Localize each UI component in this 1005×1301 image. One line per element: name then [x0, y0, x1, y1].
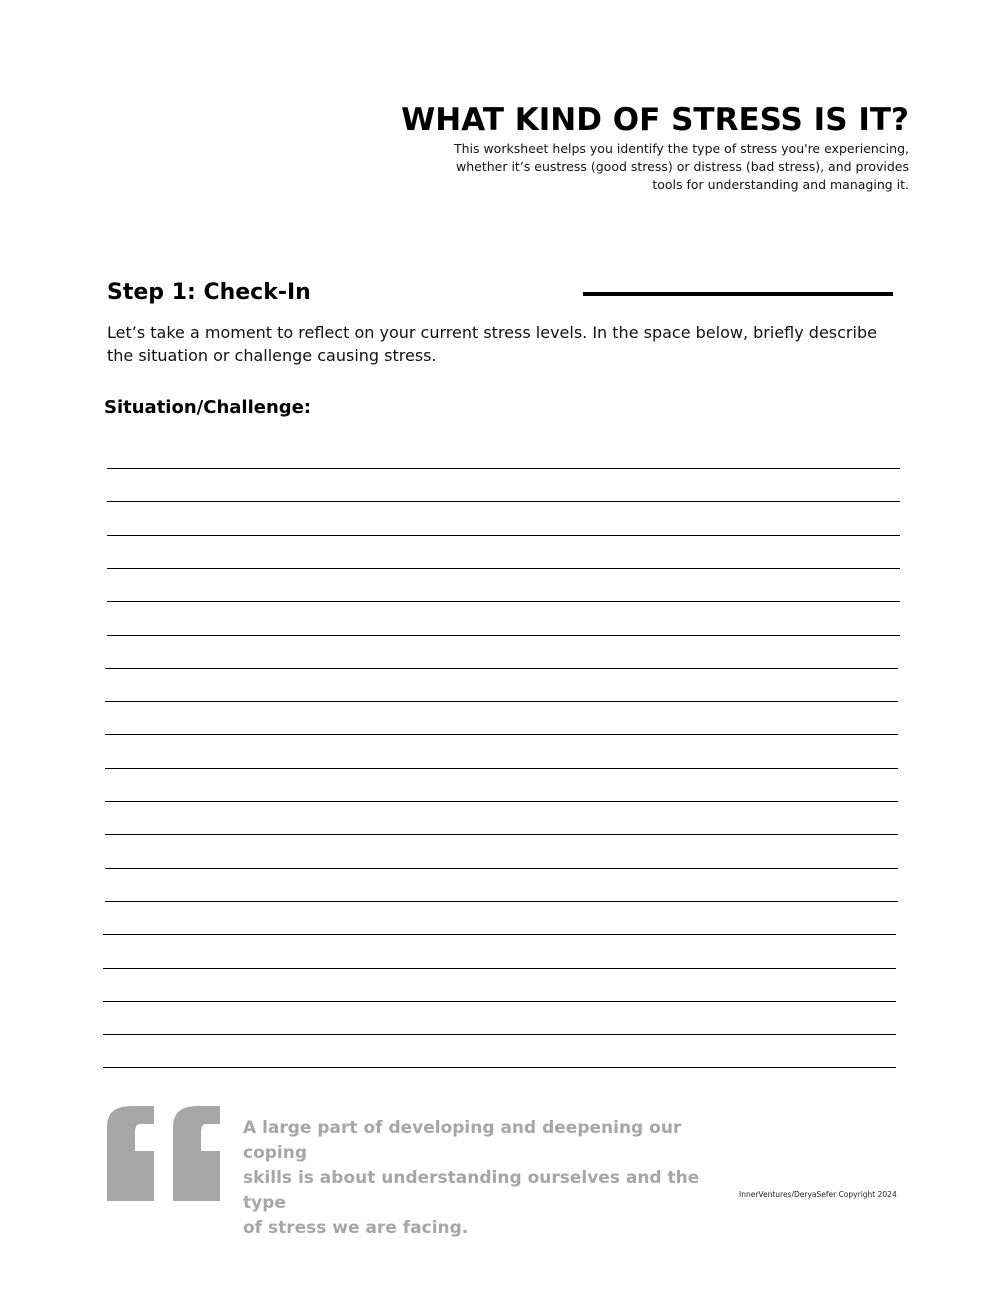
writing-line[interactable]	[107, 501, 900, 502]
writing-line[interactable]	[107, 535, 900, 536]
worksheet-subtitle	[389, 140, 909, 194]
writing-line[interactable]	[107, 568, 900, 569]
writing-line[interactable]	[105, 901, 898, 902]
description-line: the situation or challenge causing stress.	[107, 346, 437, 365]
writing-line[interactable]	[105, 701, 898, 702]
writing-line[interactable]	[103, 934, 896, 935]
copyright-text: InnerVentures/DeryaSefer Copyright 2024	[739, 1190, 897, 1199]
quote-mark-icon	[104, 1104, 224, 1207]
writing-line[interactable]	[105, 668, 898, 669]
writing-line[interactable]	[105, 868, 898, 869]
writing-line[interactable]	[105, 834, 898, 835]
writing-line[interactable]	[105, 801, 898, 802]
writing-line[interactable]	[103, 1067, 896, 1068]
step-title: Step 1: Check-In	[107, 280, 311, 305]
worksheet-header	[389, 100, 909, 194]
quote-line: A large part of developing and deepening our coping	[243, 1118, 682, 1163]
quote-line: of stress we are facing.	[243, 1218, 469, 1238]
subtitle-line: tools for understanding and managing it.	[652, 177, 909, 192]
writing-line[interactable]	[107, 601, 900, 602]
quote-line: skills is about understanding ourselves and the type	[243, 1168, 700, 1213]
worksheet-title: WHAT KIND OF STRESS IS IT?	[401, 102, 909, 138]
writing-line[interactable]	[103, 1001, 896, 1002]
writing-line[interactable]	[105, 734, 898, 735]
subtitle-line: whether it’s eustress (good stress) or distress (bad stress), and provides	[455, 159, 909, 174]
writing-line[interactable]	[103, 968, 896, 969]
writing-line[interactable]	[107, 468, 900, 469]
quote-text	[243, 1116, 723, 1241]
subtitle-line: This worksheet helps you identify the type of stress you're experiencing,	[453, 141, 909, 156]
writing-line[interactable]	[103, 1034, 896, 1035]
step-description	[107, 321, 897, 367]
situation-label: Situation/Challenge:	[104, 397, 312, 418]
writing-line[interactable]	[105, 768, 898, 769]
writing-line[interactable]	[107, 635, 900, 636]
section-rule	[583, 292, 893, 296]
description-line: Let’s take a moment to reflect on your current stress levels. In the space below, briefly describe	[107, 323, 877, 342]
